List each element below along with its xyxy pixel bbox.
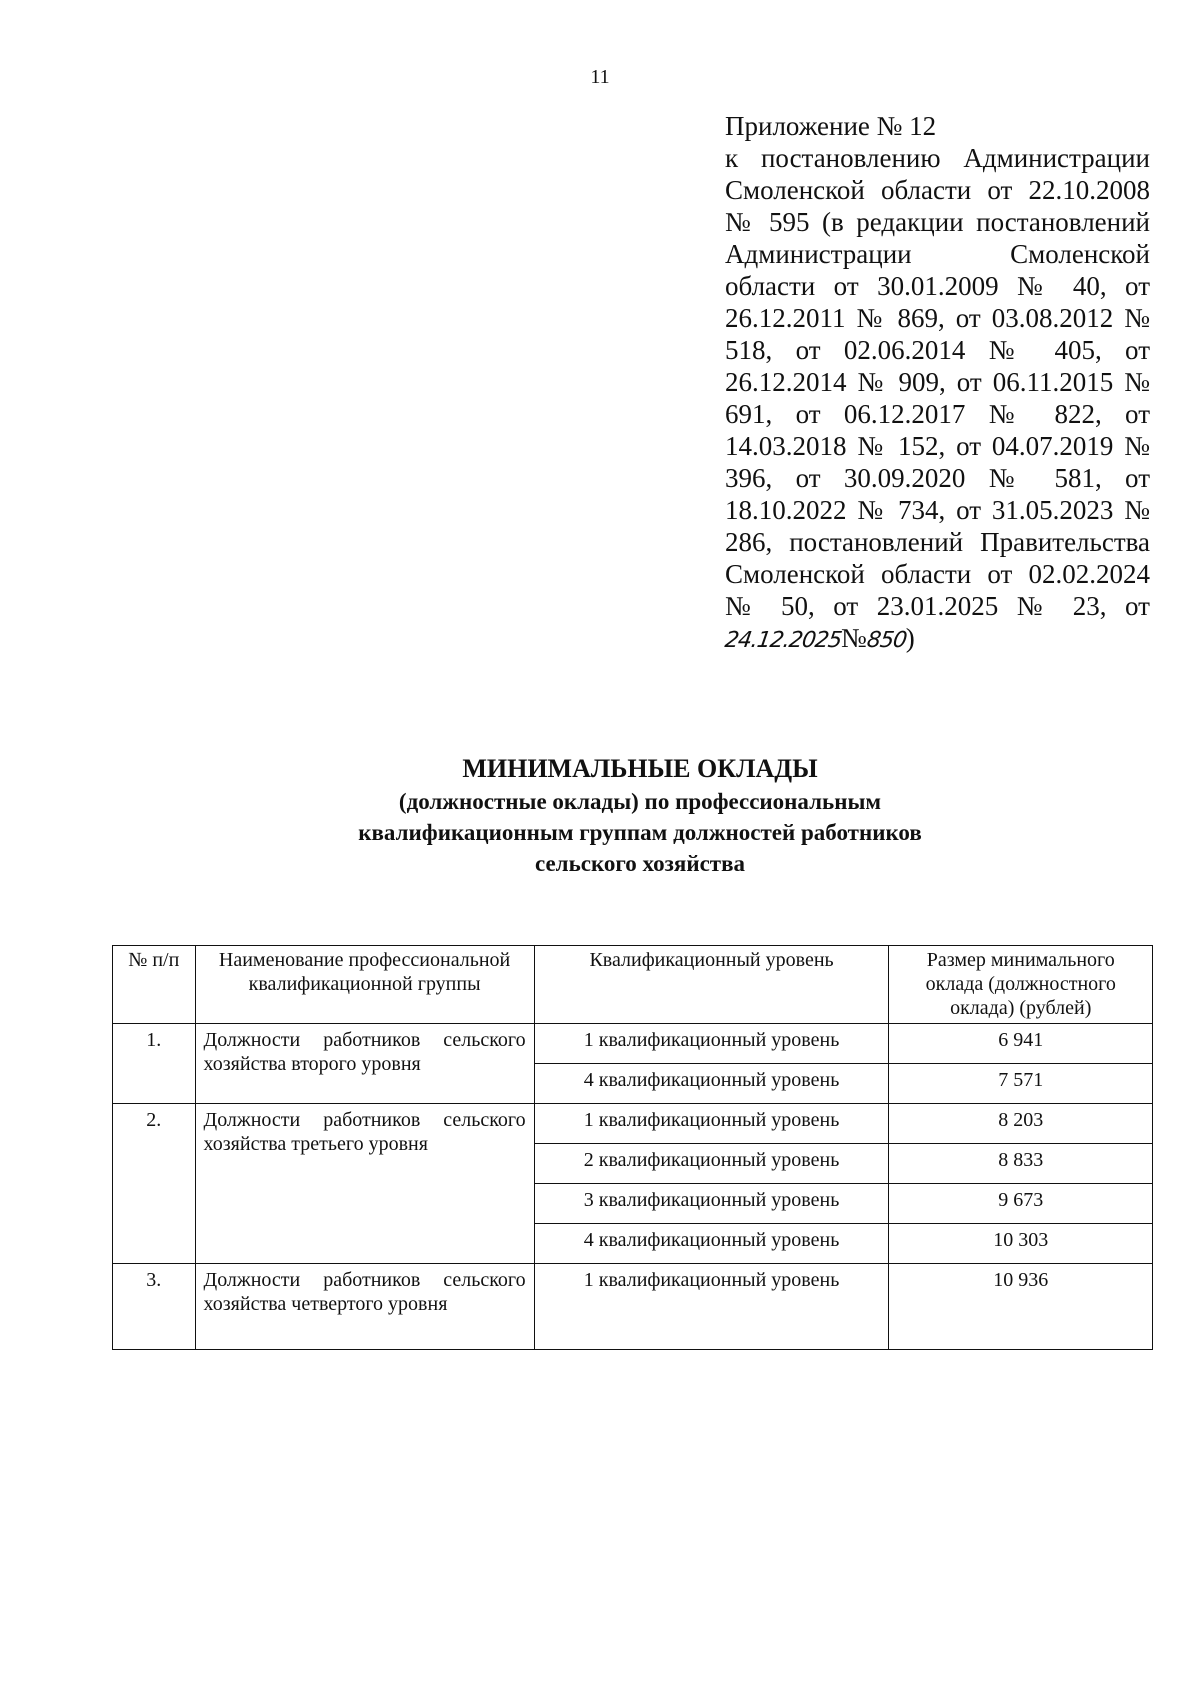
level-cell: 2 квалификационный уровень — [534, 1144, 889, 1184]
table-header-row — [113, 946, 1153, 1024]
table-row — [113, 1104, 1153, 1144]
table-row — [113, 1024, 1153, 1064]
size-cell: 9 673 — [889, 1184, 1153, 1224]
handwritten-date: 24.12.2025 — [723, 628, 843, 653]
level-cell: 1 квалификационный уровень — [534, 1264, 889, 1350]
group-name: Должности работников сельского хозяйства третьего уровня — [195, 1104, 534, 1264]
row-num: 3. — [113, 1264, 196, 1350]
group-name: Должности работников сельского хозяйства второго уровня — [195, 1024, 534, 1104]
header-level: Квалификационный уровень — [534, 946, 889, 1024]
appendix-title: Приложение № 12 — [725, 111, 937, 141]
size-cell: 10 303 — [889, 1224, 1153, 1264]
size-cell: 8 833 — [889, 1144, 1153, 1184]
group-name: Должности работников сельского хозяйства четвертого уровня — [195, 1264, 534, 1350]
header-group: Наименование профессиональной квалификационной группы — [195, 946, 534, 1024]
header-num: № п/п — [113, 946, 196, 1024]
closing-paren: ) — [905, 623, 915, 653]
level-cell: 3 квалификационный уровень — [534, 1184, 889, 1224]
handwritten-number: 850 — [865, 628, 908, 653]
size-cell: 10 936 — [889, 1264, 1153, 1350]
header-size: Размер минимального оклада (должностного оклада) (рублей) — [889, 946, 1153, 1024]
heading-line-4: сельского хозяйства — [534, 851, 746, 876]
salary-table — [112, 945, 1153, 1350]
appendix-block — [725, 110, 1150, 657]
level-cell: 1 квалификационный уровень — [534, 1024, 889, 1064]
table-row — [113, 1264, 1153, 1350]
heading-title: МИНИМАЛЬНЫЕ ОКЛАДЫ — [462, 754, 818, 783]
page-number: 11 — [590, 66, 610, 88]
appendix-text: к постановлению Администрации Смоленской области от 22.10.2008 № 595 (в редакции постановлений Администрации Смоленской области от 30.01.2009 № 40, от 26.12.2011 № 869, от 03.08.2012 № 518, от 02.06.2014 № 405, от 26.12.2014 № 909, от 06.11.2015 № 691, от 06.12.2017 № 822, от 14.03.2018 № 152, от 04.07.2019 № 396, от 30.09.2020 № 581, от 18.10.2022 № 734, от 31.05.2023 № 286, постановлений Правительства Смоленской области от 02.02.2024 № 50, от 23.01.2025 № 23, от — [725, 143, 1150, 621]
row-num: 1. — [113, 1024, 196, 1104]
size-cell: 7 571 — [889, 1064, 1153, 1104]
level-cell: 1 квалификационный уровень — [534, 1104, 889, 1144]
heading-line-3: квалификационным группам должностей работников — [358, 820, 922, 845]
number-sign: № — [840, 623, 867, 653]
heading-line-2: (должностные оклады) по профессиональным — [398, 789, 882, 814]
size-cell: 8 203 — [889, 1104, 1153, 1144]
appendix-body — [725, 142, 1150, 657]
size-cell: 6 941 — [889, 1024, 1153, 1064]
document-heading — [200, 752, 1080, 879]
level-cell: 4 квалификационный уровень — [534, 1224, 889, 1264]
row-num: 2. — [113, 1104, 196, 1264]
level-cell: 4 квалификационный уровень — [534, 1064, 889, 1104]
